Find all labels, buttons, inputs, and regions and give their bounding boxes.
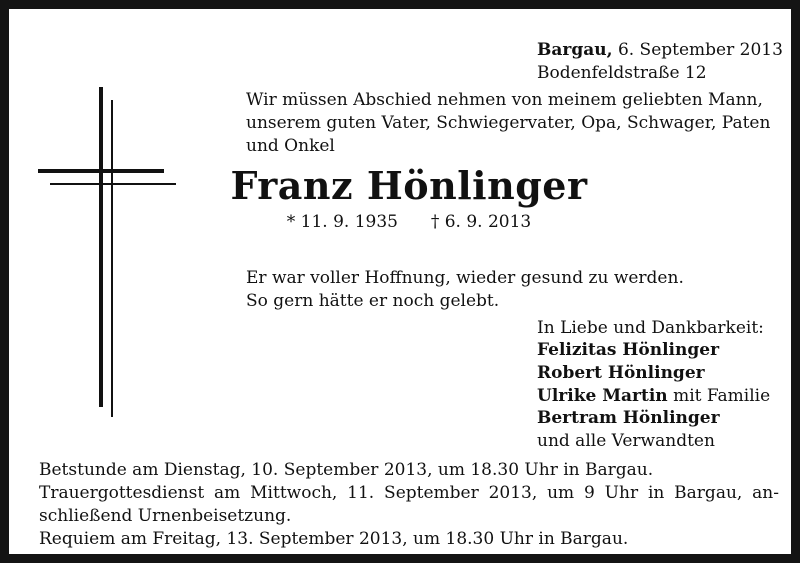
service-line: Trauergottesdienst am Mittwoch, 11. September 2013, um 9 Uhr in Bargau, an- <box>39 483 779 503</box>
mourner-name: Bertram Hönlinger <box>537 408 720 428</box>
header-address: Bodenfeldstraße 12 <box>537 63 707 83</box>
header-place: Bargau, <box>537 40 613 60</box>
intro-line: und Onkel <box>246 136 335 156</box>
service-line: Requiem am Freitag, 13. September 2013, um 18.30 Uhr in Bargau. <box>39 529 629 549</box>
birth-date: * 11. 9. 1935 <box>286 212 398 232</box>
death-date: † 6. 9. 2013 <box>430 212 532 232</box>
mourner-name: Felizitas Hönlinger <box>537 340 720 360</box>
quote-line: So gern hätte er noch gelebt. <box>246 291 500 311</box>
quote-line: Er war voller Hoffnung, wieder gesund zu werden. <box>246 268 684 288</box>
deceased-name: Franz Hönlinger <box>230 163 588 208</box>
mourner-name: Ulrike Martin mit Familie <box>537 386 771 406</box>
mourner-name: Robert Hönlinger <box>537 363 705 383</box>
service-line: schließend Urnenbeisetzung. <box>39 506 292 526</box>
mourners-intro: In Liebe und Dankbarkeit: <box>537 318 764 338</box>
life-dates <box>9 212 800 232</box>
service-line: Betstunde am Dienstag, 10. September 2013, um 18.30 Uhr in Bargau. <box>39 460 654 480</box>
header-place-date <box>537 39 783 62</box>
header-date: 6. September 2013 <box>617 40 783 60</box>
intro-line: Wir müssen Abschied nehmen von meinem geliebten Mann, <box>246 90 763 110</box>
intro-line: unserem guten Vater, Schwiegervater, Opa, Schwager, Paten <box>246 113 771 133</box>
mourners-closing: und alle Verwandten <box>537 431 715 451</box>
mourner-suffix: mit Familie <box>673 386 771 406</box>
